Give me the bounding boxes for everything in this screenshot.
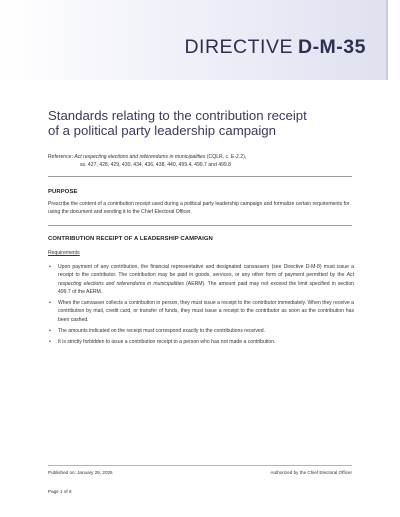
list-item: • When the canvasser collects a contribution in person, they must issue a receipt to the contributor immediately. When they receive a contribution by mail, credit card, or transfer of funds, they must issue a receipt to the contributor as soon as the contribution has been cashed. <box>49 300 354 323</box>
footer-divider <box>48 465 352 466</box>
reference-block <box>48 153 358 169</box>
page-number: Page 1 of 8 <box>48 489 72 494</box>
header-band-edge <box>386 0 388 80</box>
reference-citation: (CQLR, c. E-2.2), <box>206 154 247 160</box>
bullet-icon: • <box>49 264 51 270</box>
list-item: • The amounts indicated on the receipt must correspond exactly to the contributions received. <box>49 328 265 335</box>
reference-act: Act respecting elections and referendums in municipalities <box>74 154 206 160</box>
bullet-icon: • <box>49 339 51 346</box>
purpose-heading: PURPOSE <box>48 189 78 195</box>
list-item: • Upon payment of any contribution, the financial representative and designated canvassers (see Directive D-M-8) must issue a receipt to the contributor. The contribution may be paid in goods, services, or any other form of payment permitted by the Act respecting elections and referendums in municipalities (AERM). The amount paid may not exceed the limit specified in section 499.7 of the AERM. <box>49 264 354 295</box>
document-title-line-1: Standards relating to the contribution receipt <box>48 108 307 123</box>
directive-heading <box>184 36 366 59</box>
reference-label: Reference: <box>48 154 73 160</box>
document-title <box>48 108 368 138</box>
directive-word: DIRECTIVE <box>184 36 293 58</box>
list-item: • It is strictly forbidden to issue a contribution receipt to a person who has not made a contribution. <box>49 339 276 346</box>
divider-top <box>48 176 352 177</box>
requirements-subheading: Requirements <box>48 250 80 256</box>
published-date: Published on: January 29, 2025 <box>48 470 113 475</box>
bullet-icon: • <box>49 300 51 307</box>
section-heading: CONTRIBUTION RECEIPT OF A LEADERSHIP CAMPAIGN <box>48 236 213 242</box>
bullet-icon: • <box>49 328 51 335</box>
reference-sections: ss. 427, 428, 429, 430, 434, 436, 438, 440, 499.4, 499.7 and 499.8 <box>80 162 231 168</box>
authorized-by: Authorized by the Chief Electoral Officer <box>270 470 352 475</box>
document-title-line-2: of a political party leadership campaign <box>48 123 276 138</box>
purpose-text: Prescribe the content of a contribution receipt used during a political party leadership campaign and formalize certain requirements for using the document and sending it to the Chief Electoral Officer. <box>48 201 350 216</box>
requirements-list <box>48 263 354 350</box>
directive-number: D-M-35 <box>297 36 366 58</box>
divider-middle <box>48 225 352 226</box>
